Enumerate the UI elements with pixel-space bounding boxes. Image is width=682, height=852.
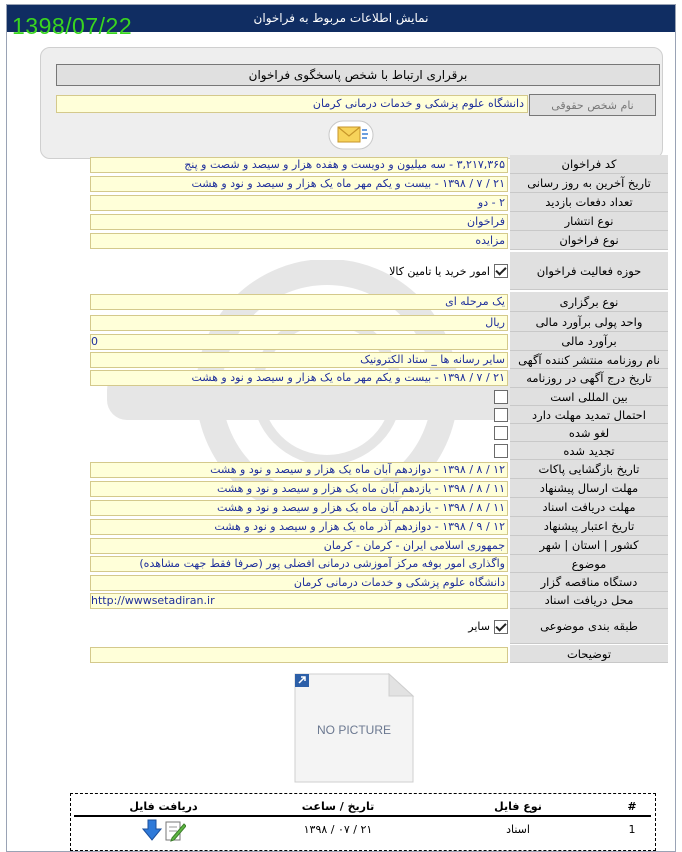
col-date: تاریخ / ساعت <box>253 798 423 816</box>
field-row <box>90 332 668 351</box>
field-label: برآورد مالی <box>510 332 668 351</box>
field-row <box>90 193 668 212</box>
field-value: ۲۱ / ۷ / ۱۳۹۸ - بیست و یکم مهر ماه یک هزار و سیصد و نود و هشت <box>90 176 508 192</box>
checkbox-group <box>490 388 508 406</box>
edit-document-icon[interactable] <box>166 822 186 841</box>
field-label: نوع انتشار <box>510 212 668 231</box>
field-value: ۳,۲۱۷,۳۶۵ - سه میلیون و دویست و هفده هزار و سیصد و شصت و پنج <box>90 157 508 173</box>
field-value: ۱۲ / ۹ / ۱۳۹۸ - دوازدهم آذر ماه یک هزار و سیصد و نود و هشت <box>90 519 508 535</box>
field-value: ریال <box>90 315 508 331</box>
field-value: ۲ - دو <box>90 195 508 211</box>
field-value: واگذاری امور بوفه مرکز آموزشی درمانی افضلی پور (صرفا فقط جهت مشاهده) <box>90 556 508 572</box>
download-arrow-icon[interactable] <box>143 820 161 840</box>
no-picture-text: NO PICTURE <box>316 723 392 737</box>
field-value[interactable]: http://wwwsetadiran.ir <box>90 593 508 609</box>
checkbox-group <box>490 424 508 442</box>
field-value: یک مرحله ای <box>90 294 508 310</box>
checkbox-group <box>490 442 508 460</box>
field-label: تجدید شده <box>510 442 668 460</box>
field-label: تعداد دفعات بازدید <box>510 193 668 212</box>
field-row <box>90 609 668 644</box>
checkbox[interactable] <box>494 390 508 404</box>
checkbox-group <box>389 252 508 290</box>
field-row <box>90 406 668 424</box>
field-value: ۱۲ / ۸ / ۱۳۹۸ - دوازدهم آبان ماه یک هزار و سیصد و نود و هشت <box>90 462 508 478</box>
contact-box <box>40 47 663 159</box>
envelope-icon[interactable] <box>328 120 374 150</box>
checkbox[interactable] <box>494 426 508 440</box>
row-date: ۲۱ / ۰۷ / ۱۳۹۸ <box>303 823 373 836</box>
field-row <box>90 252 668 290</box>
field-value: مزایده <box>90 233 508 249</box>
field-label: طبقه بندی موضوعی <box>510 609 668 644</box>
checkbox[interactable] <box>494 408 508 422</box>
field-row <box>90 645 668 663</box>
field-value: ۱۱ / ۸ / ۱۳۹۸ - یازدهم آبان ماه یک هزار و سیصد و نود و هشت <box>90 500 508 516</box>
field-row <box>90 388 668 406</box>
field-value: دانشگاه علوم پزشکی و خدمات درمانی کرمان <box>90 575 508 591</box>
field-label: احتمال تمدید مهلت دارد <box>510 406 668 424</box>
field-row <box>90 231 668 250</box>
field-row <box>90 573 668 592</box>
field-value <box>90 647 508 663</box>
checkbox[interactable] <box>494 444 508 458</box>
field-label: توضیحات <box>510 645 668 663</box>
field-row <box>90 312 668 332</box>
field-row <box>90 369 668 388</box>
field-row <box>90 442 668 460</box>
field-row <box>90 498 668 517</box>
checkbox-label: امور خرید یا تامین کالا <box>389 264 490 278</box>
field-row <box>90 351 668 369</box>
field-label: نام روزنامه منتشر کننده آگهی <box>510 351 668 369</box>
field-value: 0 <box>90 334 508 350</box>
field-label: کشور | استان | شهر <box>510 536 668 555</box>
download-cell <box>74 816 253 842</box>
field-label: محل دریافت اسناد <box>510 592 668 609</box>
field-label: تاریخ بازگشایی پاکات <box>510 460 668 479</box>
field-row <box>90 517 668 536</box>
field-row <box>90 155 668 174</box>
field-row <box>90 174 668 193</box>
field-label: نوع فراخوان <box>510 231 668 250</box>
checkbox-group <box>490 406 508 424</box>
field-value: ۱۱ / ۸ / ۱۳۹۸ - یازدهم آبان ماه یک هزار و سیصد و نود و هشت <box>90 481 508 497</box>
field-value: جمهوری اسلامی ایران - کرمان - کرمان <box>90 538 508 554</box>
row-number: 1 <box>628 823 636 836</box>
field-row <box>90 555 668 573</box>
date-stamp: 1398/07/22 <box>12 13 133 39</box>
checkbox[interactable] <box>494 620 508 634</box>
table-row <box>74 816 651 842</box>
field-row <box>90 460 668 479</box>
field-value: فراخوان <box>90 214 508 230</box>
field-row <box>90 212 668 231</box>
field-row <box>90 479 668 498</box>
page-title: نمایش اطلاعات مربوط به فراخوان <box>7 5 675 32</box>
field-row <box>90 292 668 312</box>
field-label: کد فراخوان <box>510 155 668 174</box>
field-value: ۲۱ / ۷ / ۱۳۹۸ - بیست و یکم مهر ماه یک هزار و سیصد و نود و هشت <box>90 370 508 386</box>
col-file-type: نوع فایل <box>423 798 613 816</box>
files-table <box>70 793 656 851</box>
col-number: # <box>613 798 651 816</box>
field-label: مهلت دریافت اسناد <box>510 498 668 517</box>
field-row <box>90 536 668 555</box>
field-label: نوع برگزاری <box>510 292 668 312</box>
checkbox-label: سایر <box>468 620 490 633</box>
field-label: موضوع <box>510 555 668 573</box>
field-label: واحد پولی برآورد مالی <box>510 312 668 332</box>
field-row <box>90 424 668 442</box>
legal-entity-label: نام شخص حقوقی <box>529 94 656 116</box>
checkbox-group <box>468 609 508 644</box>
field-label: دستگاه مناقصه گزار <box>510 573 668 592</box>
col-download: دریافت فایل <box>74 798 253 816</box>
notice-panel <box>6 4 676 852</box>
field-value: سایر رسانه ها _ ستاد الکترونیک <box>90 352 508 368</box>
field-label: تاریخ درج آگهی در روزنامه <box>510 369 668 388</box>
no-picture-image <box>291 672 415 784</box>
checkbox[interactable] <box>494 264 508 278</box>
row-file-type: اسناد <box>506 823 530 836</box>
field-label: مهلت ارسال پیشنهاد <box>510 479 668 498</box>
field-label: تاریخ آخرین به روز رسانی <box>510 174 668 193</box>
legal-entity-field: دانشگاه علوم پزشکی و خدمات درمانی کرمان <box>56 95 528 113</box>
contact-title: برقراری ارتباط با شخص پاسخگوی فراخوان <box>56 64 660 86</box>
field-label: حوزه فعالیت فراخوان <box>510 252 668 290</box>
field-row <box>90 592 668 609</box>
field-label: بین المللی است <box>510 388 668 406</box>
field-label: تاریخ اعتبار پیشنهاد <box>510 517 668 536</box>
field-label: لغو شده <box>510 424 668 442</box>
